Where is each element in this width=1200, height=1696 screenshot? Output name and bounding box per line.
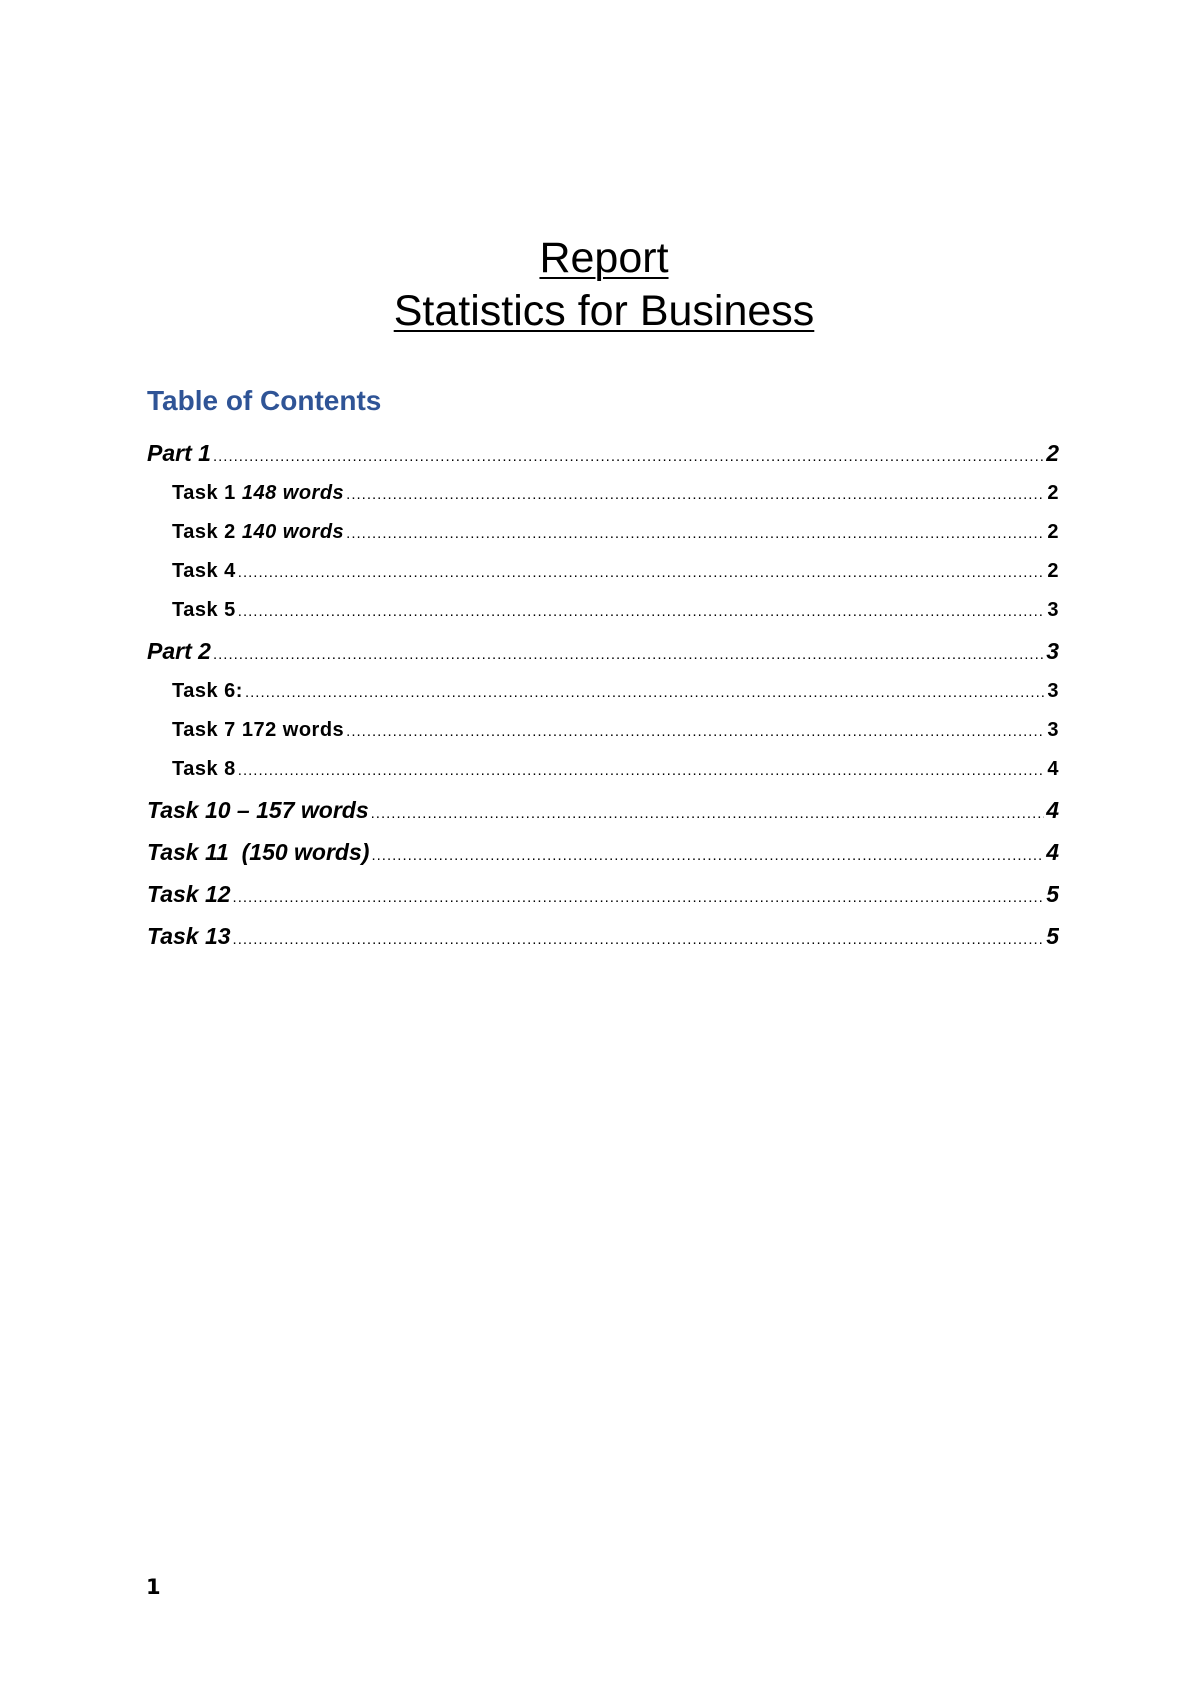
title-line-subject: Statistics for Business bbox=[393, 287, 815, 335]
toc-entry-page: 2 bbox=[1047, 482, 1059, 504]
table-of-contents bbox=[147, 432, 1059, 957]
toc-dot-leader bbox=[346, 475, 1045, 513]
toc-entry-label-text: Task 1 bbox=[172, 482, 242, 504]
toc-entry-label: Task 11 (150 words) bbox=[147, 839, 370, 865]
toc-dot-leader bbox=[213, 436, 1044, 474]
toc-entry-label-text: Task 2 bbox=[172, 521, 242, 543]
toc-entry-task-5[interactable] bbox=[147, 591, 1059, 630]
toc-entry-page: 4 bbox=[1046, 839, 1059, 865]
toc-entry-page: 3 bbox=[1047, 719, 1059, 741]
toc-entry-task-6[interactable] bbox=[147, 672, 1059, 711]
toc-entry-part-1[interactable] bbox=[147, 432, 1059, 474]
toc-entry-page: 2 bbox=[1047, 521, 1059, 543]
toc-dot-leader bbox=[245, 673, 1045, 711]
toc-entry-label: Task 7 172 words bbox=[172, 719, 345, 741]
toc-entry-task-10[interactable] bbox=[147, 789, 1059, 831]
toc-dot-leader bbox=[238, 751, 1046, 789]
toc-entry-page: 4 bbox=[1047, 758, 1059, 780]
toc-entry-label-italic: 140 words bbox=[241, 521, 345, 543]
toc-entry-label-italic: 148 words bbox=[241, 482, 345, 504]
toc-dot-leader bbox=[238, 592, 1046, 630]
toc-entry-part-2[interactable] bbox=[147, 630, 1059, 672]
toc-entry-label: Task 10 – 157 words bbox=[147, 797, 369, 823]
toc-entry-page: 5 bbox=[1046, 881, 1059, 907]
toc-entry-page: 2 bbox=[1046, 440, 1059, 466]
toc-dot-leader bbox=[371, 835, 1044, 873]
toc-dot-leader bbox=[233, 919, 1045, 957]
toc-entry-label: Part 1 bbox=[147, 440, 211, 466]
toc-entry-label: Task 13 bbox=[147, 923, 231, 949]
toc-entry-page: 3 bbox=[1046, 638, 1059, 664]
toc-dot-leader bbox=[238, 553, 1046, 591]
toc-entry-task-12[interactable] bbox=[147, 873, 1059, 915]
toc-dot-leader bbox=[213, 634, 1044, 672]
toc-entry-task-2[interactable] bbox=[147, 513, 1059, 552]
toc-entry-label: Task 8 bbox=[172, 758, 236, 780]
toc-entry-page: 3 bbox=[1047, 680, 1059, 702]
toc-entry-page: 2 bbox=[1047, 560, 1059, 582]
toc-entry-page: 4 bbox=[1046, 797, 1059, 823]
toc-entry-label: Task 12 bbox=[147, 881, 231, 907]
toc-entry-page: 5 bbox=[1046, 923, 1059, 949]
toc-entry-task-7[interactable] bbox=[147, 711, 1059, 750]
toc-entry-label: Task 6: bbox=[172, 680, 243, 702]
toc-entry-page: 3 bbox=[1047, 599, 1059, 621]
page-number: 1 bbox=[146, 1575, 161, 1599]
toc-dot-leader bbox=[233, 877, 1045, 915]
toc-dot-leader bbox=[346, 514, 1045, 552]
toc-entry-task-8[interactable] bbox=[147, 750, 1059, 789]
document-title bbox=[0, 232, 1200, 338]
toc-heading: Table of Contents bbox=[147, 385, 382, 416]
toc-entry-task-11[interactable] bbox=[147, 831, 1059, 873]
toc-entry-task-1[interactable] bbox=[147, 474, 1059, 513]
toc-entry-label: Task 5 bbox=[172, 599, 236, 621]
toc-entry-label bbox=[172, 474, 344, 513]
toc-entry-label bbox=[172, 513, 344, 552]
toc-entry-label: Task 4 bbox=[172, 560, 236, 582]
toc-entry-task-4[interactable] bbox=[147, 552, 1059, 591]
toc-dot-leader bbox=[346, 712, 1045, 750]
toc-dot-leader bbox=[371, 793, 1045, 831]
toc-entry-label: Part 2 bbox=[147, 638, 211, 664]
toc-entry-task-13[interactable] bbox=[147, 915, 1059, 957]
title-line-report: Report bbox=[539, 234, 669, 282]
